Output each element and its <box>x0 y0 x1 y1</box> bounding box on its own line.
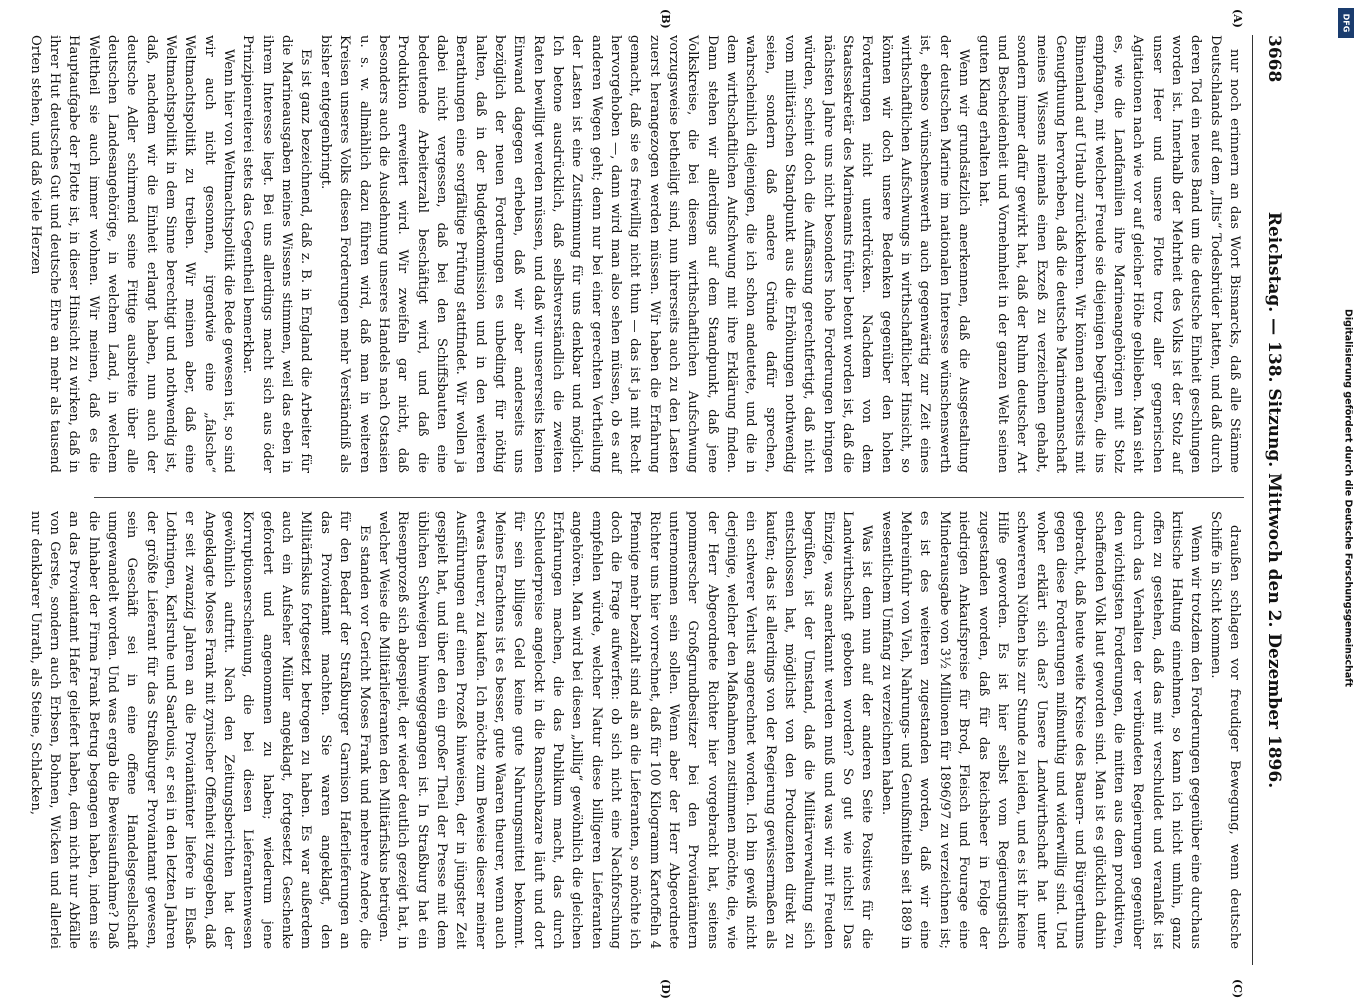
paragraph: Es standen vor Gericht Moses Frank und mehrere Andere, die für den Bedarf der Straßburger Garnison Haferlieferungen an das Proviantamt machten. Sie waren angeklagt, den Militärfiskus fortgesetzt betrogen zu haben. Es war außerdem auch ein Aufseher Müller angeklagt, fortgesetzt Geschenke gefordert und angenommen zu haben; wiederum jene Korruptionserscheinung, die bei diesen Lieferantenwesen gewöhnlich auftritt. Nach den Zeitungsberichten hat der Angeklagte Moses Frank mit zynischer Offenheit zugegeben, daß er seit zwanzig Jahren an die Proviantämter liefere in Elsaß-Lothringen, Karlsruhe und Saarlouis, er sei in den letzten Jahren der größte Lieferant für das Straßburger Proviantamt gewesen, sein Geschäft sei in eine offene Handelsgesellschaft umgewandelt worden. Und was ergab die Beweisaufnahme? Daß die Inhaber der Firma Frank Betrug begangen haben, indem sie an das Proviantamt Hafer geliefert haben, dem nicht nur Abfälle von Gerste, sondern auch Erbsen, Bohnen, Wicken und allerlei nur denkbarer Unrath, als Steine, Schlacken, <box>27 511 372 949</box>
digitization-note <box>1338 8 1358 988</box>
header-rule <box>1252 35 1253 965</box>
paragraph: nur noch erinnern an das Wort Bismarcks, daß alle Stämme Deutschlands auf dem „Iltis“ Todesbrüder hatten, und daß durch deren Tod ein neues Band um die deutsche Einheit geschlungen worden ist. Innerhalb der Mehrheit des Volks ist der Stolz auf unser Heer und unsere Flotte trotz aller gegnerischen Agitationen nach wie vor auf gleicher Höhe geblieben. Man sieht es, wie die Landfamilien ihre Marineangehörigen mit Stolz empfangen, mit welcher Freude sie diejenigen begrüßen, die ins Binnenland auf Urlaub zurückkehren. Wir können anderseits mit Genugthuung hervorheben, daß die deutsche Marinemannschaft meines Wissens niemals einen Exzeß zu verzeichnen gehabt, sondern immer dafür gewirkt hat, daß der Ruhm deutscher Art und Bescheidenheit und Vornehmheit in der ganzen Welt seinen guten Klang erhalten hat. <box>975 35 1242 473</box>
page-header <box>1252 35 1292 965</box>
paragraph: Es ist ganz bezeichnend, daß z. B. in England die Arbeiter für die Marineausgaben meines Wissens stimmen, weil das eben in ihrem Interesse liegt. Bei uns allerdings macht sich aus öder Prinzipienreiterei stets das Gegentheil bemerkbar. <box>239 35 313 473</box>
margin-marker-d: (D) <box>658 979 672 999</box>
paragraph: Wenn wir grundsätzlich anerkennen, daß die Ausgestaltung der deutschen Marine im nationalen Interesse wünschenswerth ist, ebenso wünschenswerth auch gegenwärtig zur Zeit eines wirthschaftlichen Aufschwungs in wirthschaftlicher Hinsicht, so können wir doch unsere Bedenken gegenüber den hohen Forderungen nicht unterdrücken. Nachdem von dem Staatssekretär des Marineamts früher betont worden ist, daß die nächsten Jahre uns nicht besonders hohe Forderungen bringen würden, scheint doch die Auffassung gerechtfertigt, daß nicht vom militärischen Standpunkt aus die Erhöhungen nothwendig seien, sondern daß andere Gründe dafür sprechen, wahrscheinlich diejenigen, die ich schon andeutete, und die in dem wirthschaftlichen Aufschwung mit ihre Erklärung finden. Dann stehen wir allerdings auf dem Standpunkt, daß jene Volkskreise, die bei diesem wirthschaftlichen Aufschwung vorzugsweise betheiligt sind, nun ihrerseits auch zu den Lasten zuerst herangezogen werden müssen. Wir haben die Erfahrung gemacht, daß sie es freiwillig nicht thun — das ist ja mit Recht hervorgehoben —, dann wird man also sehen müssen, ob es auf anderen Wegen geht; denn nur bei einer gerechten Vertheilung der Lasten ist eine Zustimmung für uns denkbar und möglich. Ich betone ausdrücklich, daß selbstverständlich die zweiten Raten bewilligt werden müssen, und daß wir unsererseits keinen Einwand dagegen erheben, daß wir aber anderseits uns bezüglich der neuen Forderungen es unbedingt für nöthig halten, daß in der Budgetkommission und in den weiteren Berathungen eine sorgfältige Prüfung stattfindet. Wir wollen ja dabei nicht vergessen, daß bei den Schiffsbauten eine bedeutende Arbeiterzahl beschäftigt wird, und daß die Produktion erweitert wird. Wir zweifeln gar nicht, daß besonders auch die Ausdehnung unseres Handels nach Ostasien u. s. w. allmählich dazu führen wird, daß man in weiteren Kreisen unseres Volks diesen Forderungen mehr Verständniß als bisher entgegenbringt. <box>317 35 971 473</box>
column-divider <box>94 497 1244 498</box>
dfg-logo-text: DFG <box>1341 13 1351 33</box>
rotated-document-page <box>27 9 1292 999</box>
margin-marker-c: (C) <box>1230 979 1244 999</box>
paragraph: Was ist denn nun auf der anderen Seite Positives für die Landwirthschaft geboten worden? So gut wie nichts! Das Einzige, was anerkannt werden muß und was wir mit Freuden begrüßen, ist der Umstand, daß die Militärverwaltung sich entschlossen hat, möglichst von den Produzenten direkt zu kaufen; das ist allerdings von der Regierung gewissermaßen als ein schwerer Verlust angerechnet worden. Ich bin gewiß nicht derjenige, welcher den Maßnahmen zustimmen möchte, die, wie der Herr Abgeordnete Richter hier vorgebracht hat, seitens pommerscher Großgrundbesitzer bei den Proviantämtern unternommen sein sollen. Wenn aber der Herr Abgeordnete Richter uns hier vorrechnet, daß für 100 Kilogramm Kartoffeln 4 Pfennige mehr bezahlt sind als an die Lieferanten, so möchte ich doch die Frage aufwerfen: ob sich nicht eine Nachforschung empfehlen würde, welcher Natur diese billigeren Lieferanten angehören. Man wird bei diesen „billig“ gewöhnlich die gleichen Erfahrungen machen, die das Publikum macht, das durch Schleuderpreise angelockt in die Ramschbazare läuft und dort für sein billiges Geld keine gute Nahrungsmittel bekommt. Meines Erachtens ist es besser, gute Waaren theurer, wenn auch etwas theurer, zu kaufen. Ich möchte zum Beweise dieser meiner Ausführungen auf einen Prozeß hinweisen, der in jüngster Zeit gespielt hat, und über den ein großer Theil der Presse mit dem üblichen Schweigen hinweggegangen ist. In Straßburg hat ein Riesenprozeß sich abgespielt, der wieder deutlich gezeigt hat, in welcher Weise die Militärlieferanten den Militärfiskus betrügen. <box>375 511 874 949</box>
margin-marker-b: (B) <box>658 9 672 29</box>
digitization-note-text: Digitalisierung gefördert durch die Deutsche Forschungsgemeinschaft <box>1342 309 1354 687</box>
paragraph: draußen schlagen vor freudiger Bewegung, wenn deutsche Schiffe in Sicht kommen. <box>1207 511 1242 949</box>
right-column <box>27 511 1244 949</box>
page-title: Reichstag. — 138. Sitzung. Mittwoch den 2. Dezember 1896. <box>1263 211 1284 789</box>
paragraph: Wenn wir trotzdem den Forderungen gegenüber eine durchaus kritische Haltung einnehmen, so kann ich nicht umhin, ganz offen zu gestehen, daß das mit verschuldet und veranlaßt ist durch das Verhalten der verbündeten Regierungen gegenüber den wichtigsten Forderungen, die mitten aus dem produktiven, schaffenden Volk laut geworden sind. Man ist es glücklich dahin gebracht, daß heute weite Kreise des Bauern- und Bürgerthums gegen diese Forderungen mißmuthig und widerwillig sind. Und woher erklärt sich das? Unsere Landwirthschaft hat unter schwereren Nöthen bis zur Stunde zu leiden, und es ist ihr keine Hilfe geworden. Es ist hier selbst vom Regierungstisch zugestanden worden, daß für das Reichsheer in Folge der niedrigen Ankaufspreise für Brod, Fleisch und Fourage eine Minderausgabe von 3½ Millionen für 1896/97 zu verzeichnen ist; es ist des weiteren zugestanden worden, daß wir eine Mehreinfuhr von Vieh, Nahrungs- und Genußmitteln seit 1889 in wesentlichem Umfang zu verzeichnen haben. <box>878 511 1203 949</box>
margin-marker-a: (A) <box>1230 9 1244 28</box>
left-column <box>27 35 1244 473</box>
page-number: 3668 <box>1263 35 1284 83</box>
paragraph: Wenn hier von Weltmachtspolitik die Rede gewesen ist, so sind wir auch nicht gesonnen, irgendwie eine „falsche“ Weltmachtspolitik zu treiben. Wir meinen aber, daß eine Weltmachtspolitik in dem Sinne berechtigt und nothwendig ist, daß, nachdem wir die Einheit erlangt haben, nun auch der deutsche Adler schirmend seine Fittige ausbreite über alle deutschen Landesangehörige, in welchem Land, in welchem Welttheil sie auch immer wohnen. Wir meinen, daß es die Hauptaufgabe der Flotte ist, in dieser Hinsicht zu wirken, daß in ihrer Hut deutsches Gut und deutsche Ehre an mehr als tausend Orten stehen, und daß viele Herzen <box>27 35 236 473</box>
